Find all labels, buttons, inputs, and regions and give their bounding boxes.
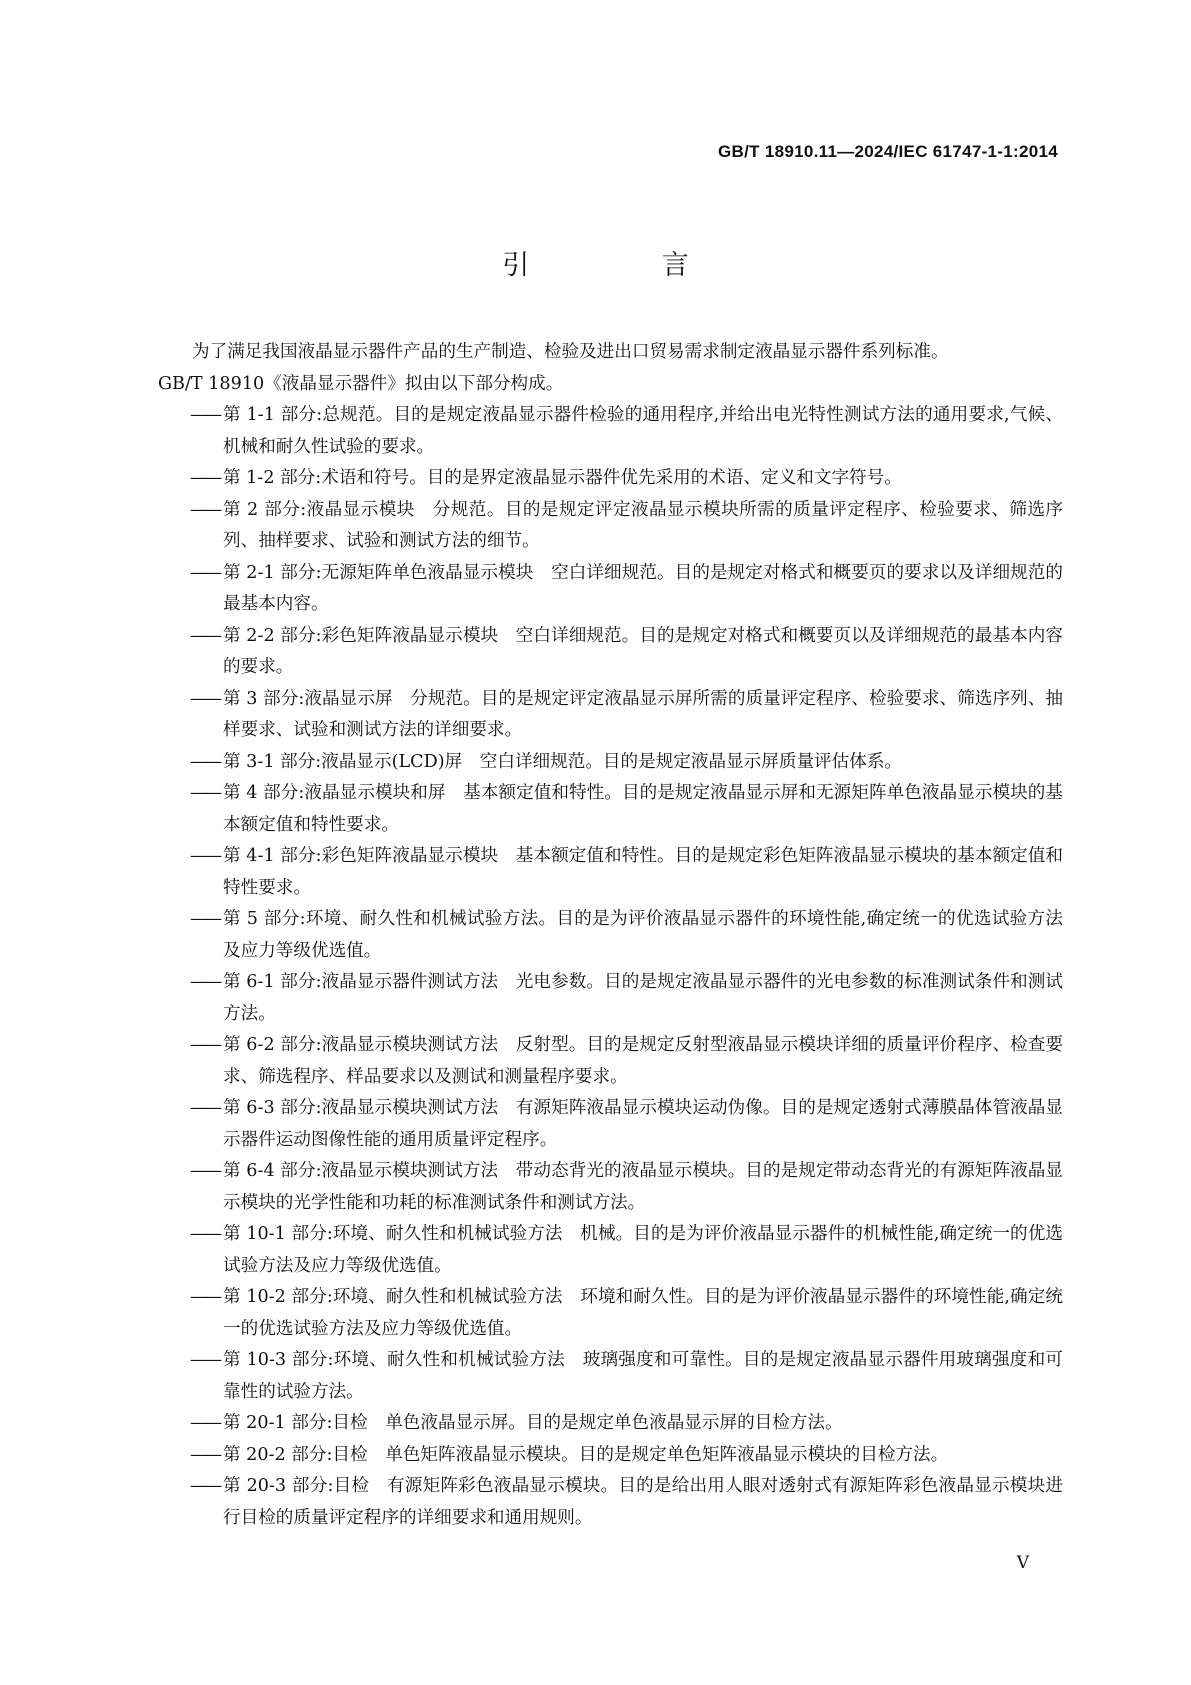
page-number: V: [1016, 1553, 1029, 1573]
dash-marker: ——: [190, 972, 220, 992]
part-list-item: [158, 1440, 1063, 1472]
dash-marker: ——: [190, 751, 220, 772]
part-list-item: [158, 967, 1063, 1030]
dash-marker: ——: [190, 1035, 220, 1055]
dash-marker: ——: [190, 909, 220, 929]
part-list-item: [158, 1093, 1063, 1156]
part-description: 第 10-3 部分:环境、耐久性和机械试验方法 玻璃强度和可靠性。目的是规定液晶显示器件用玻璃强度和可靠性的试验方法。: [223, 1350, 1063, 1402]
part-description: 第 5 部分:环境、耐久性和机械试验方法。目的是为评价液晶显示器件的环境性能,确定统一的优选试验方法及应力等级优选值。: [223, 909, 1063, 961]
part-list-item: [158, 841, 1063, 904]
part-description: 第 2-2 部分:彩色矩阵液晶显示模块 空白详细规范。目的是规定对格式和概要页以及详细规范的最基本内容的要求。: [223, 625, 1063, 677]
part-description: 第 1-1 部分:总规范。目的是规定液晶显示器件检验的通用程序,并给出电光特性测试方法的通用要求,气候、机械和耐久性试验的要求。: [223, 405, 1063, 457]
part-description: 第 4-1 部分:彩色矩阵液晶显示模块 基本额定值和特性。目的是规定彩色矩阵液晶显示模块的基本额定值和特性要求。: [223, 846, 1063, 898]
part-description: 第 6-1 部分:液晶显示器件测试方法 光电参数。目的是规定液晶显示器件的光电参数的标准测试条件和测试方法。: [223, 972, 1063, 1024]
part-list-item: [158, 621, 1063, 684]
part-description: 第 3-1 部分:液晶显示(LCD)屏 空白详细规范。目的是规定液晶显示屏质量评估体系。: [223, 751, 903, 772]
dash-marker: ——: [190, 846, 220, 866]
dash-marker: ——: [190, 625, 220, 646]
dash-marker: ——: [190, 688, 220, 709]
dash-marker: ——: [190, 1350, 220, 1370]
part-list-item: [158, 904, 1063, 967]
part-description: 第 3 部分:液晶显示屏 分规范。目的是规定评定液晶显示屏所需的质量评定程序、检验要求、筛选序列、抽样要求、试验和测试方法的详细要求。: [223, 688, 1063, 740]
part-description: 第 2-1 部分:无源矩阵单色液晶显示模块 空白详细规范。目的是规定对格式和概要页的要求以及详细规范的最基本内容。: [223, 562, 1063, 614]
dash-marker: ——: [190, 499, 220, 520]
dash-marker: ——: [190, 468, 220, 488]
part-description: 第 2 部分:液晶显示模块 分规范。目的是规定评定液晶显示模块所需的质量评定程序、检验要求、筛选序列、抽样要求、试验和测试方法的细节。: [223, 499, 1063, 551]
dash-marker: ——: [190, 1161, 220, 1181]
part-list-item: [158, 778, 1063, 841]
dash-marker: ——: [190, 783, 220, 803]
part-list-item: [158, 1345, 1063, 1408]
part-description: 第 6-3 部分:液晶显示模块测试方法 有源矩阵液晶显示模块运动伪像。目的是规定透射式薄膜晶体管液晶显示器件运动图像性能的通用质量评定程序。: [223, 1098, 1063, 1150]
part-description: 第 20-2 部分:目检 单色矩阵液晶显示模块。目的是规定单色矩阵液晶显示模块的目检方法。: [223, 1444, 949, 1465]
part-list-item: [158, 1282, 1063, 1345]
part-list-item: [158, 400, 1063, 463]
part-description: 第 4 部分:液晶显示模块和屏 基本额定值和特性。目的是规定液晶显示屏和无源矩阵单色液晶显示模块的基本额定值和特性要求。: [223, 783, 1063, 835]
dash-marker: ——: [190, 1444, 220, 1465]
part-description: 第 20-3 部分:目检 有源矩阵彩色液晶显示模块。目的是给出用人眼对透射式有源矩阵彩色液晶显示模块进行目检的质量评定程序的详细要求和通用规则。: [223, 1476, 1063, 1528]
intro-paragraph-line1: 为了满足我国液晶显示器件产品的生产制造、检验及进出口贸易需求制定液晶显示器件系列标准。: [192, 342, 949, 362]
document-body: [158, 337, 1063, 1534]
part-description: 第 10-1 部分:环境、耐久性和机械试验方法 机械。目的是为评价液晶显示器件的机械性能,确定统一的优选试验方法及应力等级优选值。: [223, 1224, 1063, 1276]
part-list-item: [158, 495, 1063, 558]
part-description: 第 6-4 部分:液晶显示模块测试方法 带动态背光的液晶显示模块。目的是规定带动态背光的有源矩阵液晶显示模块的光学性能和功耗的标准测试条件和测试方法。: [223, 1161, 1063, 1213]
part-description: 第 6-2 部分:液晶显示模块测试方法 反射型。目的是规定反射型液晶显示模块详细的质量评价程序、检查要求、筛选程序、样品要求以及测试和测量程序要求。: [223, 1035, 1063, 1087]
dash-marker: ——: [190, 1413, 220, 1433]
part-description: 第 10-2 部分:环境、耐久性和机械试验方法 环境和耐久性。目的是为评价液晶显示器件的环境性能,确定统一的优选试验方法及应力等级优选值。: [223, 1287, 1063, 1339]
dash-marker: ——: [190, 562, 220, 583]
part-list-item: [158, 558, 1063, 621]
part-list-item: [158, 1408, 1063, 1440]
part-list-item: [158, 684, 1063, 747]
standard-code-header: GB/T 18910.11—2024/IEC 61747-1-1:2014: [718, 142, 1058, 161]
dash-marker: ——: [190, 1224, 220, 1244]
intro-paragraph-line2: GB/T 18910《液晶显示器件》拟由以下部分构成。: [158, 373, 564, 394]
part-list-item: [158, 747, 1063, 779]
parts-list: [158, 400, 1063, 1534]
page-title: 引 言: [502, 250, 751, 281]
part-description: 第 20-1 部分:目检 单色液晶显示屏。目的是规定单色液晶显示屏的目检方法。: [223, 1413, 843, 1433]
part-list-item: [158, 1471, 1063, 1534]
part-list-item: [158, 463, 1063, 495]
dash-marker: ——: [190, 1476, 220, 1496]
dash-marker: ——: [190, 405, 220, 425]
part-list-item: [158, 1030, 1063, 1093]
dash-marker: ——: [190, 1098, 220, 1118]
part-list-item: [158, 1219, 1063, 1282]
part-list-item: [158, 1156, 1063, 1219]
part-description: 第 1-2 部分:术语和符号。目的是界定液晶显示器件优先采用的术语、定义和文字符号。: [223, 468, 902, 488]
dash-marker: ——: [190, 1287, 220, 1307]
